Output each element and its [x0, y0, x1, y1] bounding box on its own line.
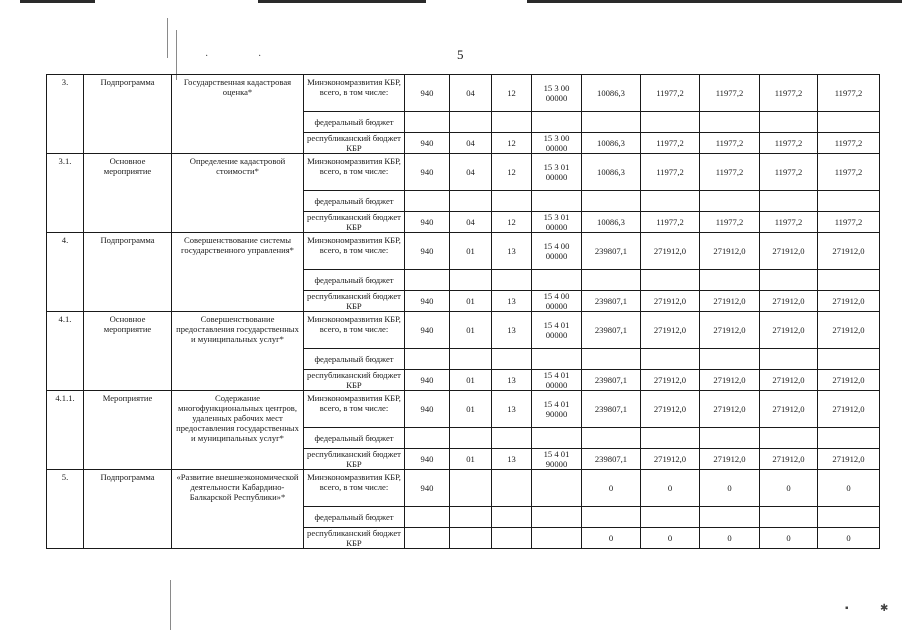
item-type-cell: Основное мероприятие — [84, 312, 172, 391]
scan-artifact: · — [258, 51, 262, 62]
grbs-code-cell: 940 — [405, 133, 450, 154]
amount-year4-cell: 0 — [760, 470, 818, 507]
item-number-cell: 3. — [47, 75, 84, 154]
target-article-cell: 15 3 00 00000 — [532, 133, 582, 154]
amount-year2-cell: 271912,0 — [641, 449, 700, 470]
empty-cell — [641, 112, 700, 133]
empty-cell — [405, 270, 450, 291]
scan-top-line — [20, 0, 95, 3]
grbs-code-cell: 940 — [405, 391, 450, 428]
executor-cell: Минэкономразвития КБР, всего, в том числе: — [304, 233, 405, 270]
republican-budget-label: республиканский бюджет КБР — [304, 370, 405, 391]
item-name-cell: Государственная кадастровая оценка* — [172, 75, 304, 154]
scan-artifact — [170, 580, 171, 630]
federal-budget-label: федеральный бюджет — [304, 191, 405, 212]
empty-cell — [492, 270, 532, 291]
subsection-code-cell: 12 — [492, 133, 532, 154]
item-type-cell: Подпрограмма — [84, 75, 172, 154]
budget-table-body — [47, 75, 880, 549]
budget-table — [46, 74, 880, 549]
section-code-cell: 01 — [450, 370, 492, 391]
amount-year3-cell: 11977,2 — [700, 212, 760, 233]
target-article-cell: 15 4 00 00000 — [532, 233, 582, 270]
grbs-code-cell: 940 — [405, 212, 450, 233]
section-code-cell: 01 — [450, 391, 492, 428]
empty-cell — [700, 112, 760, 133]
subsection-code-cell: 13 — [492, 391, 532, 428]
section-code-cell: 01 — [450, 312, 492, 349]
amount-year3-cell: 0 — [700, 470, 760, 507]
empty-cell — [532, 507, 582, 528]
amount-year4-cell: 271912,0 — [760, 449, 818, 470]
empty-cell — [405, 428, 450, 449]
item-number-cell: 4.1.1. — [47, 391, 84, 470]
empty-cell — [700, 270, 760, 291]
target-article-cell: 15 4 01 00000 — [532, 370, 582, 391]
subsection-code-cell: 13 — [492, 370, 532, 391]
section-code-cell: 01 — [450, 291, 492, 312]
amount-year5-cell: 11977,2 — [818, 154, 880, 191]
empty-cell — [450, 428, 492, 449]
grbs-code-cell: 940 — [405, 449, 450, 470]
federal-budget-label: федеральный бюджет — [304, 349, 405, 370]
empty-cell — [818, 428, 880, 449]
amount-year4-cell: 271912,0 — [760, 391, 818, 428]
empty-cell — [405, 191, 450, 212]
subsection-code-cell: 12 — [492, 75, 532, 112]
grbs-code-cell — [405, 528, 450, 549]
section-code-cell — [450, 528, 492, 549]
federal-budget-label: федеральный бюджет — [304, 507, 405, 528]
empty-cell — [641, 507, 700, 528]
amount-year1-cell: 239807,1 — [582, 391, 641, 428]
federal-budget-label: федеральный бюджет — [304, 428, 405, 449]
section-code-cell: 01 — [450, 233, 492, 270]
amount-year5-cell: 271912,0 — [818, 291, 880, 312]
empty-cell — [760, 507, 818, 528]
target-article-cell — [532, 470, 582, 507]
target-article-cell: 15 4 01 90000 — [532, 391, 582, 428]
page-number: 5 — [457, 47, 464, 62]
empty-cell — [818, 191, 880, 212]
amount-year2-cell: 271912,0 — [641, 391, 700, 428]
program-row — [47, 312, 880, 349]
target-article-cell: 15 3 01 00000 — [532, 212, 582, 233]
scan-artifact — [167, 18, 168, 58]
amount-year3-cell: 271912,0 — [700, 312, 760, 349]
item-number-cell: 4. — [47, 233, 84, 312]
empty-cell — [492, 349, 532, 370]
grbs-code-cell: 940 — [405, 370, 450, 391]
empty-cell — [641, 191, 700, 212]
amount-year4-cell: 11977,2 — [760, 75, 818, 112]
empty-cell — [450, 270, 492, 291]
amount-year1-cell: 10086,3 — [582, 154, 641, 191]
subsection-code-cell — [492, 528, 532, 549]
empty-cell — [492, 507, 532, 528]
executor-cell: Минэкономразвития КБР, всего, в том числе: — [304, 470, 405, 507]
empty-cell — [760, 428, 818, 449]
empty-cell — [700, 428, 760, 449]
program-row — [47, 470, 880, 507]
amount-year4-cell: 11977,2 — [760, 212, 818, 233]
empty-cell — [492, 191, 532, 212]
empty-cell — [582, 349, 641, 370]
amount-year4-cell: 11977,2 — [760, 133, 818, 154]
amount-year4-cell: 271912,0 — [760, 312, 818, 349]
amount-year1-cell: 10086,3 — [582, 133, 641, 154]
amount-year2-cell: 11977,2 — [641, 212, 700, 233]
amount-year5-cell: 0 — [818, 528, 880, 549]
amount-year2-cell: 271912,0 — [641, 291, 700, 312]
empty-cell — [492, 428, 532, 449]
scan-artifact — [176, 30, 177, 80]
empty-cell — [818, 507, 880, 528]
empty-cell — [405, 112, 450, 133]
amount-year2-cell: 0 — [641, 470, 700, 507]
item-type-cell: Мероприятие — [84, 391, 172, 470]
amount-year5-cell: 11977,2 — [818, 75, 880, 112]
amount-year4-cell: 271912,0 — [760, 233, 818, 270]
grbs-code-cell: 940 — [405, 154, 450, 191]
amount-year3-cell: 11977,2 — [700, 75, 760, 112]
amount-year3-cell: 0 — [700, 528, 760, 549]
amount-year4-cell: 0 — [760, 528, 818, 549]
item-name-cell: Совершенствование системы государственного управления* — [172, 233, 304, 312]
empty-cell — [582, 191, 641, 212]
amount-year1-cell: 239807,1 — [582, 370, 641, 391]
section-code-cell: 04 — [450, 133, 492, 154]
empty-cell — [532, 428, 582, 449]
amount-year1-cell: 239807,1 — [582, 312, 641, 349]
executor-cell: Минэкономразвития КБР, всего, в том числе: — [304, 154, 405, 191]
amount-year1-cell: 10086,3 — [582, 212, 641, 233]
section-code-cell: 04 — [450, 75, 492, 112]
subsection-code-cell: 13 — [492, 233, 532, 270]
empty-cell — [818, 270, 880, 291]
empty-cell — [760, 349, 818, 370]
empty-cell — [582, 428, 641, 449]
empty-cell — [641, 270, 700, 291]
amount-year5-cell: 271912,0 — [818, 233, 880, 270]
item-number-cell: 3.1. — [47, 154, 84, 233]
empty-cell — [450, 349, 492, 370]
scan-top-line — [527, 0, 902, 3]
empty-cell — [582, 270, 641, 291]
empty-cell — [641, 428, 700, 449]
empty-cell — [818, 349, 880, 370]
empty-cell — [450, 191, 492, 212]
target-article-cell: 15 4 00 00000 — [532, 291, 582, 312]
empty-cell — [760, 191, 818, 212]
empty-cell — [700, 507, 760, 528]
empty-cell — [405, 507, 450, 528]
republican-budget-label: республиканский бюджет КБР — [304, 133, 405, 154]
section-code-cell: 04 — [450, 154, 492, 191]
subsection-code-cell: 12 — [492, 212, 532, 233]
section-code-cell: 01 — [450, 449, 492, 470]
amount-year1-cell: 0 — [582, 528, 641, 549]
amount-year3-cell: 271912,0 — [700, 233, 760, 270]
target-article-cell — [532, 528, 582, 549]
item-type-cell: Подпрограмма — [84, 233, 172, 312]
empty-cell — [450, 112, 492, 133]
amount-year2-cell: 271912,0 — [641, 370, 700, 391]
empty-cell — [532, 191, 582, 212]
amount-year5-cell: 271912,0 — [818, 391, 880, 428]
item-type-cell: Основное мероприятие — [84, 154, 172, 233]
empty-cell — [405, 349, 450, 370]
empty-cell — [532, 112, 582, 133]
amount-year2-cell: 271912,0 — [641, 233, 700, 270]
scan-artifact: ▪ — [845, 603, 849, 614]
empty-cell — [582, 112, 641, 133]
empty-cell — [450, 507, 492, 528]
amount-year2-cell: 11977,2 — [641, 133, 700, 154]
program-row — [47, 391, 880, 428]
item-number-cell: 4.1. — [47, 312, 84, 391]
empty-cell — [641, 349, 700, 370]
amount-year5-cell: 271912,0 — [818, 312, 880, 349]
grbs-code-cell: 940 — [405, 470, 450, 507]
amount-year1-cell: 10086,3 — [582, 75, 641, 112]
subsection-code-cell: 12 — [492, 154, 532, 191]
target-article-cell: 15 3 01 00000 — [532, 154, 582, 191]
amount-year3-cell: 271912,0 — [700, 391, 760, 428]
empty-cell — [532, 270, 582, 291]
program-row — [47, 233, 880, 270]
item-name-cell: Определение кадастровой стоимости* — [172, 154, 304, 233]
amount-year5-cell: 0 — [818, 470, 880, 507]
item-name-cell: Содержание многофункциональных центров, удаленных рабочих мест предоставления государственных и муниципальных услуг* — [172, 391, 304, 470]
amount-year4-cell: 11977,2 — [760, 154, 818, 191]
amount-year1-cell: 239807,1 — [582, 449, 641, 470]
amount-year3-cell: 11977,2 — [700, 154, 760, 191]
amount-year1-cell: 239807,1 — [582, 291, 641, 312]
empty-cell — [760, 270, 818, 291]
amount-year2-cell: 271912,0 — [641, 312, 700, 349]
amount-year5-cell: 271912,0 — [818, 370, 880, 391]
empty-cell — [582, 507, 641, 528]
executor-cell: Минэкономразвития КБР, всего, в том числе: — [304, 391, 405, 428]
item-name-cell: Совершенствование предоставления государственных и муниципальных услуг* — [172, 312, 304, 391]
amount-year4-cell: 271912,0 — [760, 291, 818, 312]
item-type-cell: Подпрограмма — [84, 470, 172, 549]
target-article-cell: 15 4 01 00000 — [532, 312, 582, 349]
federal-budget-label: федеральный бюджет — [304, 112, 405, 133]
item-name-cell: «Развитие внешнеэкономической деятельности Кабардино-Балкарской Республики»* — [172, 470, 304, 549]
subsection-code-cell: 13 — [492, 449, 532, 470]
program-row — [47, 154, 880, 191]
target-article-cell: 15 3 00 00000 — [532, 75, 582, 112]
amount-year2-cell: 11977,2 — [641, 75, 700, 112]
amount-year5-cell: 11977,2 — [818, 212, 880, 233]
empty-cell — [700, 191, 760, 212]
program-row — [47, 75, 880, 112]
grbs-code-cell: 940 — [405, 75, 450, 112]
section-code-cell: 04 — [450, 212, 492, 233]
subsection-code-cell: 13 — [492, 312, 532, 349]
republican-budget-label: республиканский бюджет КБР — [304, 528, 405, 549]
republican-budget-label: республиканский бюджет КБР — [304, 449, 405, 470]
amount-year2-cell: 11977,2 — [641, 154, 700, 191]
scan-artifact: ✱ — [880, 603, 889, 614]
amount-year5-cell: 271912,0 — [818, 449, 880, 470]
amount-year2-cell: 0 — [641, 528, 700, 549]
target-article-cell: 15 4 01 90000 — [532, 449, 582, 470]
federal-budget-label: федеральный бюджет — [304, 270, 405, 291]
empty-cell — [818, 112, 880, 133]
empty-cell — [492, 112, 532, 133]
empty-cell — [532, 349, 582, 370]
executor-cell: Минэкономразвития КБР, всего, в том числе: — [304, 312, 405, 349]
amount-year3-cell: 11977,2 — [700, 133, 760, 154]
amount-year3-cell: 271912,0 — [700, 449, 760, 470]
subsection-code-cell — [492, 470, 532, 507]
amount-year4-cell: 271912,0 — [760, 370, 818, 391]
amount-year1-cell: 239807,1 — [582, 233, 641, 270]
amount-year1-cell: 0 — [582, 470, 641, 507]
amount-year3-cell: 271912,0 — [700, 370, 760, 391]
grbs-code-cell: 940 — [405, 291, 450, 312]
grbs-code-cell: 940 — [405, 233, 450, 270]
scan-top-line — [258, 0, 426, 3]
grbs-code-cell: 940 — [405, 312, 450, 349]
amount-year3-cell: 271912,0 — [700, 291, 760, 312]
republican-budget-label: республиканский бюджет КБР — [304, 212, 405, 233]
empty-cell — [760, 112, 818, 133]
scan-artifact: · — [205, 51, 209, 62]
amount-year5-cell: 11977,2 — [818, 133, 880, 154]
empty-cell — [700, 349, 760, 370]
item-number-cell: 5. — [47, 470, 84, 549]
section-code-cell — [450, 470, 492, 507]
executor-cell: Минэкономразвития КБР, всего, в том числе: — [304, 75, 405, 112]
republican-budget-label: республиканский бюджет КБР — [304, 291, 405, 312]
subsection-code-cell: 13 — [492, 291, 532, 312]
